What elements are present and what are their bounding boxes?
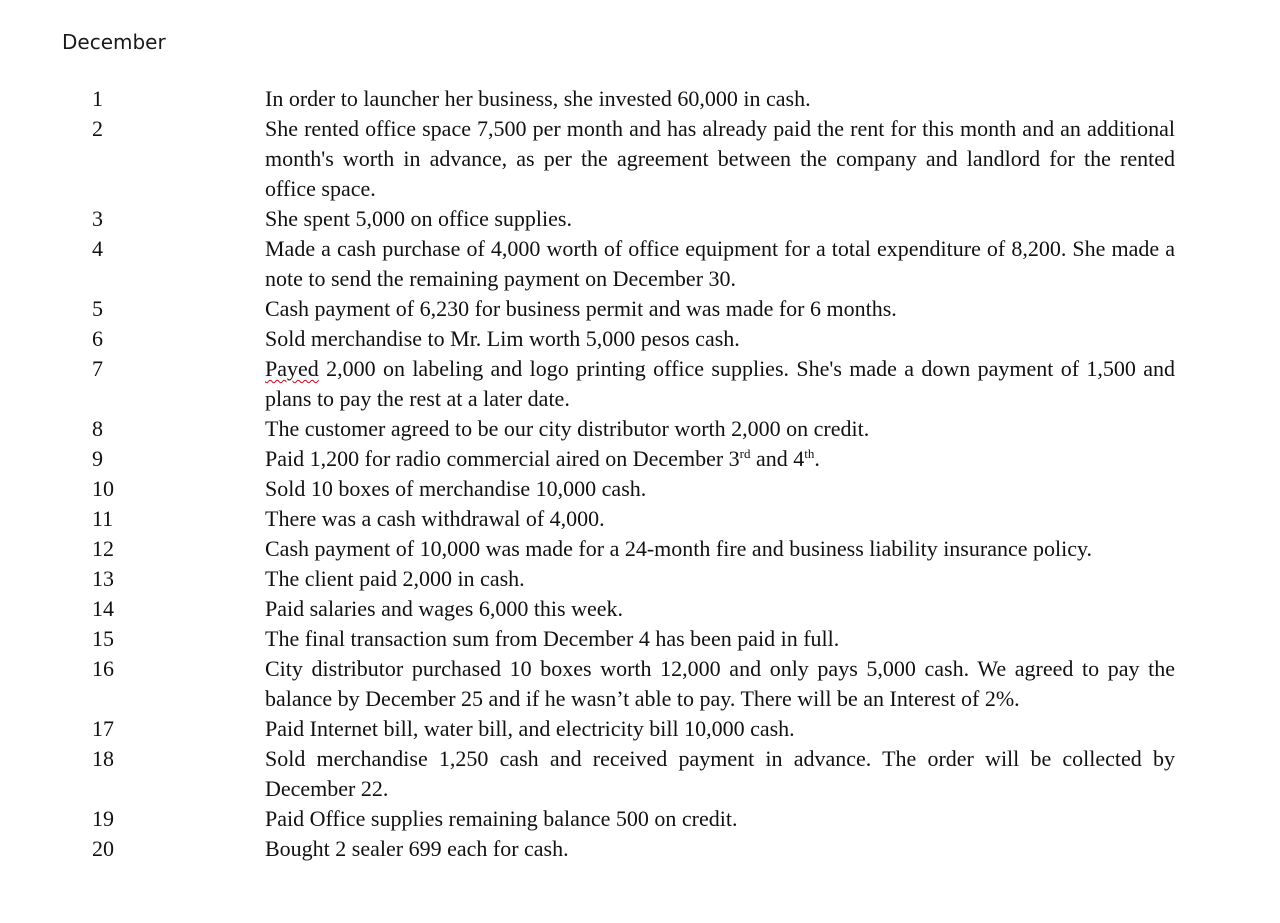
transaction-row [0, 114, 1280, 204]
transaction-text: Made a cash purchase of 4,000 worth of office equipment for a total expenditure of 8,200. She made a note to send the remaining payment on December 30. [265, 236, 1175, 291]
transaction-text: Cash payment of 10,000 was made for a 24-month fire and business liability insurance policy. [265, 536, 1093, 561]
transaction-row [0, 294, 1280, 324]
transaction-row [0, 594, 1280, 624]
transaction-text [265, 354, 1175, 414]
transaction-row [0, 444, 1280, 474]
transaction-number: 18 [92, 746, 114, 771]
transaction-row [0, 804, 1280, 834]
transaction-row [0, 834, 1280, 864]
transaction-text: The final transaction sum from December 4 has been paid in full. [265, 626, 840, 651]
transaction-text: City distributor purchased 10 boxes worth 12,000 and only pays 5,000 cash. We agreed to pay the balance by December 25 and if he wasn’t able to pay. There will be an Interest of 2%. [265, 656, 1175, 711]
transaction-number: 8 [92, 416, 103, 441]
transaction-text-part: and 4 [750, 446, 805, 471]
transaction-row [0, 324, 1280, 354]
transaction-number: 17 [92, 716, 114, 741]
transaction-text-part: . [814, 446, 820, 471]
transaction-row [0, 84, 1280, 114]
transaction-number: 2 [92, 116, 103, 141]
transaction-text: Paid Internet bill, water bill, and electricity bill 10,000 cash. [265, 716, 795, 741]
transaction-number: 16 [92, 656, 114, 681]
transaction-number: 5 [92, 296, 103, 321]
ordinal-suffix: rd [739, 446, 751, 461]
transaction-text [265, 444, 1175, 474]
transaction-row [0, 234, 1280, 294]
transaction-number: 15 [92, 626, 114, 651]
transaction-number: 3 [92, 206, 103, 231]
transaction-text-part: Paid 1,200 for radio commercial aired on December 3 [265, 446, 740, 471]
transaction-row [0, 504, 1280, 534]
transaction-text: Sold 10 boxes of merchandise 10,000 cash. [265, 476, 647, 501]
transaction-text: There was a cash withdrawal of 4,000. [265, 506, 605, 531]
transaction-text: In order to launcher her business, she invested 60,000 in cash. [265, 86, 811, 111]
transaction-row [0, 564, 1280, 594]
transaction-number: 1 [92, 86, 103, 111]
transaction-row [0, 354, 1280, 414]
transaction-text-rest: 2,000 on labeling and logo printing office supplies. She's made a down payment of 1,500 and plans to pay the rest at a later date. [265, 356, 1175, 411]
transaction-text: Paid Office supplies remaining balance 500 on credit. [265, 806, 738, 831]
transaction-number: 7 [92, 356, 103, 381]
transaction-text: Cash payment of 6,230 for business permit and was made for 6 months. [265, 296, 897, 321]
transaction-row [0, 474, 1280, 504]
transaction-number: 6 [92, 326, 103, 351]
transaction-number: 4 [92, 236, 103, 261]
transaction-number: 12 [92, 536, 114, 561]
transaction-number: 9 [92, 446, 103, 471]
section-heading: December [62, 30, 166, 54]
transaction-row [0, 714, 1280, 744]
transaction-text: Bought 2 sealer 699 each for cash. [265, 836, 569, 861]
transaction-row [0, 414, 1280, 444]
transaction-number: 11 [92, 506, 114, 531]
transaction-number: 19 [92, 806, 114, 831]
spelling-error-mark: Payed [265, 356, 319, 381]
transaction-list [0, 84, 1280, 864]
transaction-text: Paid salaries and wages 6,000 this week. [265, 596, 624, 621]
transaction-text: She rented office space 7,500 per month and has already paid the rent for this month and an additional month's worth in advance, as per the agreement between the company and landlord for the rented office space. [265, 116, 1175, 201]
transaction-number: 10 [92, 476, 114, 501]
transaction-row [0, 204, 1280, 234]
transaction-number: 14 [92, 596, 114, 621]
transaction-text: She spent 5,000 on office supplies. [265, 206, 572, 231]
transaction-row [0, 654, 1280, 714]
transaction-text: Sold merchandise to Mr. Lim worth 5,000 pesos cash. [265, 326, 740, 351]
ordinal-suffix: th [804, 446, 815, 461]
transaction-number: 13 [92, 566, 114, 591]
transaction-text: Sold merchandise 1,250 cash and received payment in advance. The order will be collected by December 22. [265, 746, 1175, 801]
transaction-row [0, 534, 1280, 564]
transaction-row [0, 624, 1280, 654]
transaction-text: The client paid 2,000 in cash. [265, 566, 525, 591]
transaction-row [0, 744, 1280, 804]
transaction-text: The customer agreed to be our city distributor worth 2,000 on credit. [265, 416, 870, 441]
transaction-number: 20 [92, 836, 114, 861]
